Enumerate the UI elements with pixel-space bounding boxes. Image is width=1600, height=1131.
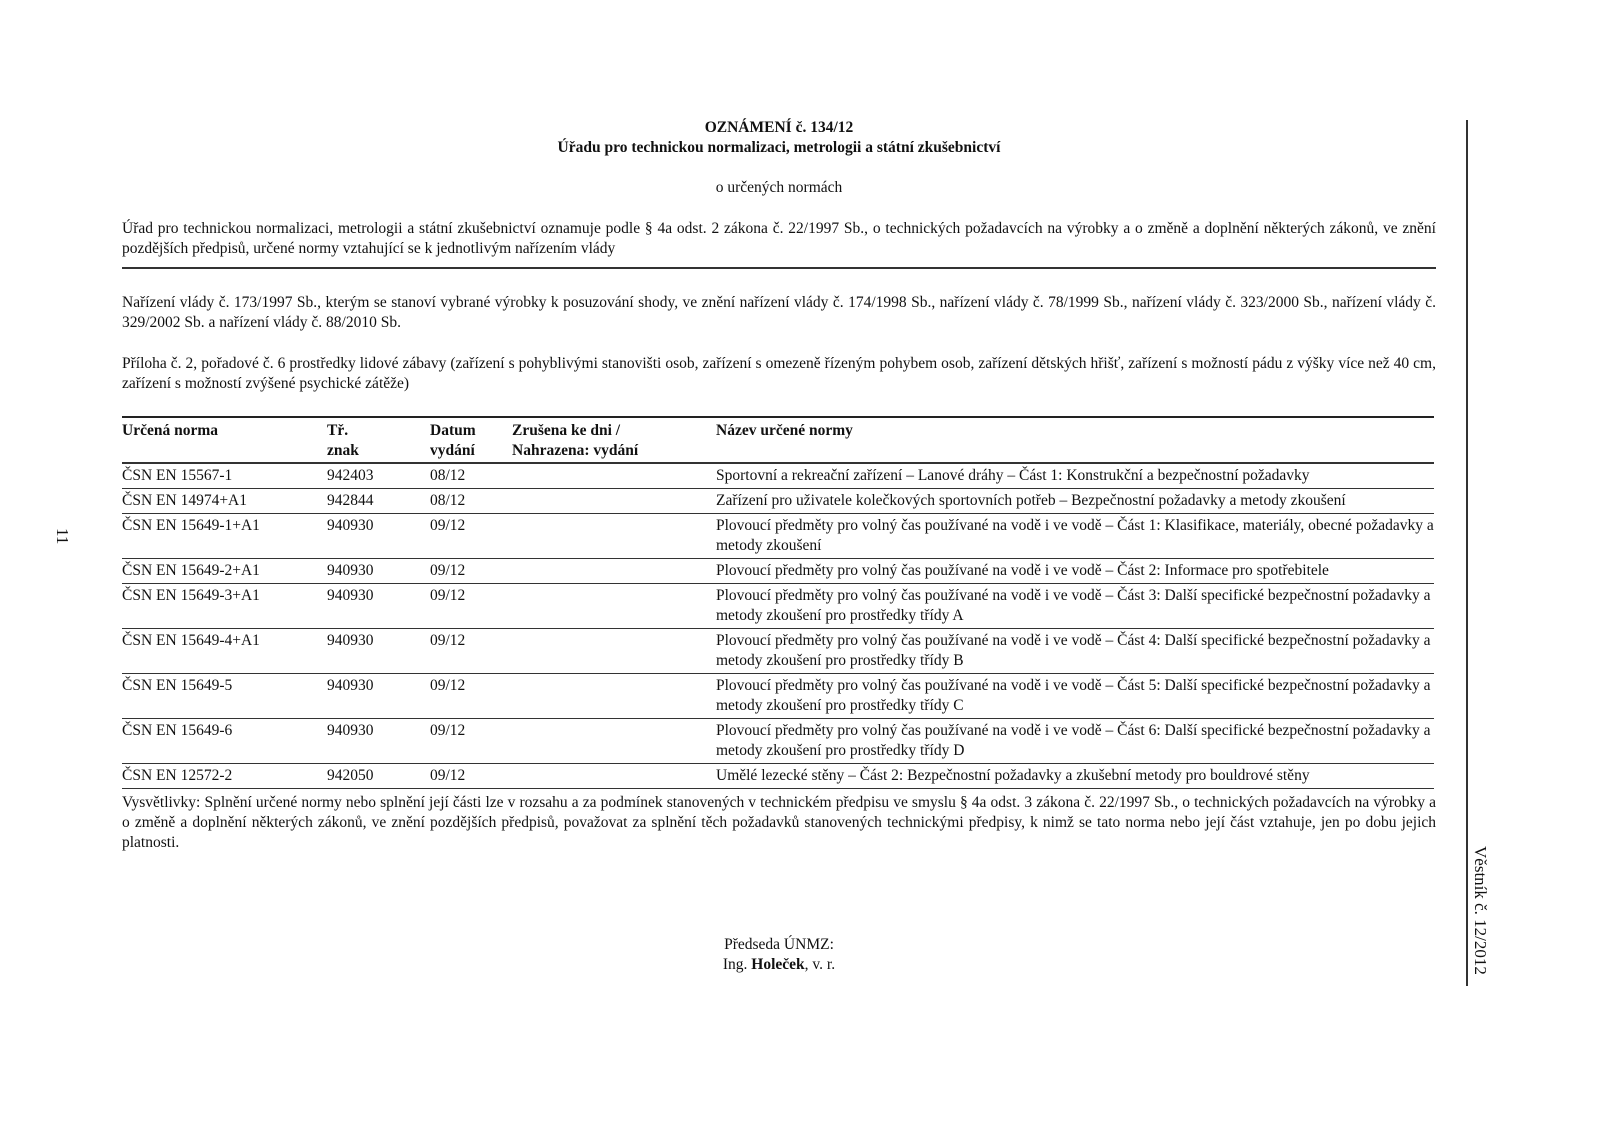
table-row [122,629,1434,674]
cell-title: Plovoucí předměty pro volný čas používané na vodě i ve vodě – Část 6: Další specifické bezpečnostní požadavky a metody zkoušení pro prostředky třídy D [716,719,1434,764]
col-header-cancelled: Zrušena ke dni / Nahrazena: vydání [512,417,716,463]
cell-class: 942403 [327,463,430,489]
cell-title: Sportovní a rekreační zařízení – Lanové dráhy – Část 1: Konstrukční a bezpečnostní požadavky [716,463,1434,489]
cell-standard: ČSN EN 12572-2 [122,764,327,789]
cell-date: 08/12 [430,463,512,489]
explanation-paragraph: Vysvětlivky: Splnění určené normy nebo splnění její části lze v rozsahu a za podmínek stanovených v technickém předpisu ve smyslu § 4a odst. 3 zákona č. 22/1997 Sb., o technických požadavcích na výrobky a o změně a doplnění některých zákonů, ve znění pozdějších předpisů, považovat za splnění těch požadavků stanovených technickými předpisy, k nimž se tato norma nebo její část vztahuje, jen po dobu jejich platnosti. [122,794,1436,851]
cell-date: 08/12 [430,489,512,514]
intro-paragraph: Úřad pro technickou normalizaci, metrologii a státní zkušebnictví oznamuje podle § 4a odst. 2 zákona č. 22/1997 Sb., o technických požadavcích na výrobky a o změně a doplnění některých zákonů, ve znění pozdějších předpisů, určené normy vztahující se k jednotlivým nařízením vlády [122,220,1436,257]
table-row [122,559,1434,584]
cell-class: 940930 [327,559,430,584]
cell-standard: ČSN EN 14974+A1 [122,489,327,514]
table-row [122,514,1434,559]
cell-cancelled [512,674,716,719]
cell-cancelled [512,629,716,674]
annex-paragraph: Příloha č. 2, pořadové č. 6 prostředky lidové zábavy (zařízení s pohyblivými stanovišti osob, zařízení s omezeně řízeným pohybem osob, zařízení dětských hřišť, zařízení s možností pádu z výšky více než 40 cm, zařízení s možností zvýšené psychické zátěže) [122,355,1436,392]
cell-date: 09/12 [430,764,512,789]
cell-standard: ČSN EN 15649-2+A1 [122,559,327,584]
cell-standard: ČSN EN 15649-4+A1 [122,629,327,674]
cell-class: 940930 [327,584,430,629]
cell-class: 940930 [327,674,430,719]
col-header-title: Název určené normy [716,417,1434,463]
cell-class: 940930 [327,629,430,674]
cell-date: 09/12 [430,629,512,674]
cell-cancelled [512,584,716,629]
table-header-row [122,417,1434,463]
cell-standard: ČSN EN 15649-6 [122,719,327,764]
cell-class: 942050 [327,764,430,789]
cell-date: 09/12 [430,559,512,584]
cell-date: 09/12 [430,584,512,629]
cell-cancelled [512,559,716,584]
divider [122,267,1436,269]
table-row [122,764,1434,789]
cell-standard: ČSN EN 15649-3+A1 [122,584,327,629]
cell-class: 940930 [327,514,430,559]
cell-date: 09/12 [430,674,512,719]
cell-cancelled [512,764,716,789]
cell-cancelled [512,463,716,489]
cell-date: 09/12 [430,719,512,764]
cell-date: 09/12 [430,514,512,559]
cell-class: 942844 [327,489,430,514]
subject-line: o určených normách [715,179,843,196]
cell-standard: ČSN EN 15567-1 [122,463,327,489]
col-header-class: Tř. znak [327,417,430,463]
col-header-date: Datum vydání [430,417,512,463]
table-row [122,463,1434,489]
page-number: 11 [53,528,72,545]
margin-rule [1466,120,1468,986]
col-header-standard: Určená norma [122,417,327,463]
cell-title: Plovoucí předměty pro volný čas používané na vodě i ve vodě – Část 1: Klasifikace, materiály, obecné požadavky a metody zkoušení [716,514,1434,559]
standards-table [122,416,1434,789]
cell-title: Plovoucí předměty pro volný čas používané na vodě i ve vodě – Část 5: Další specifické bezpečnostní požadavky a metody zkoušení pro prostředky třídy C [716,674,1434,719]
cell-title: Plovoucí předměty pro volný čas používané na vodě i ve vodě – Část 3: Další specifické bezpečnostní požadavky a metody zkoušení pro prostředky třídy A [716,584,1434,629]
table-row [122,719,1434,764]
document-title: OZNÁMENÍ č. 134/12 [704,119,854,136]
cell-title: Umělé lezecké stěny – Část 2: Bezpečnostní požadavky a zkušební metody pro bouldrové stěny [716,764,1434,789]
signature-role: Předseda ÚNMZ: [724,936,834,953]
table-row [122,489,1434,514]
regulation-paragraph: Nařízení vlády č. 173/1997 Sb., kterým se stanoví vybrané výrobky k posuzování shody, ve znění nařízení vlády č. 174/1998 Sb., nařízení vlády č. 78/1999 Sb., nařízení vlády č. 323/2000 Sb., nařízení vlády č. 329/2002 Sb. a nařízení vlády č. 88/2010 Sb. [122,294,1436,331]
cell-title: Zařízení pro uživatele kolečkových sportovních potřeb – Bezpečnostní požadavky a metody zkoušení [716,489,1434,514]
journal-label: Věstník č. 12/2012 [1471,846,1490,975]
cell-standard: ČSN EN 15649-5 [122,674,327,719]
cell-cancelled [512,719,716,764]
cell-cancelled [512,514,716,559]
issuer-heading: Úřadu pro technickou normalizaci, metrologii a státní zkušebnictví [557,139,1001,156]
cell-title: Plovoucí předměty pro volný čas používané na vodě i ve vodě – Část 2: Informace pro spotřebitele [716,559,1434,584]
cell-cancelled [512,489,716,514]
cell-class: 940930 [327,719,430,764]
signature-name: Ing. Holeček, v. r. [722,956,836,973]
table-row [122,584,1434,629]
cell-standard: ČSN EN 15649-1+A1 [122,514,327,559]
table-row [122,674,1434,719]
cell-title: Plovoucí předměty pro volný čas používané na vodě i ve vodě – Část 4: Další specifické bezpečnostní požadavky a metody zkoušení pro prostředky třídy B [716,629,1434,674]
